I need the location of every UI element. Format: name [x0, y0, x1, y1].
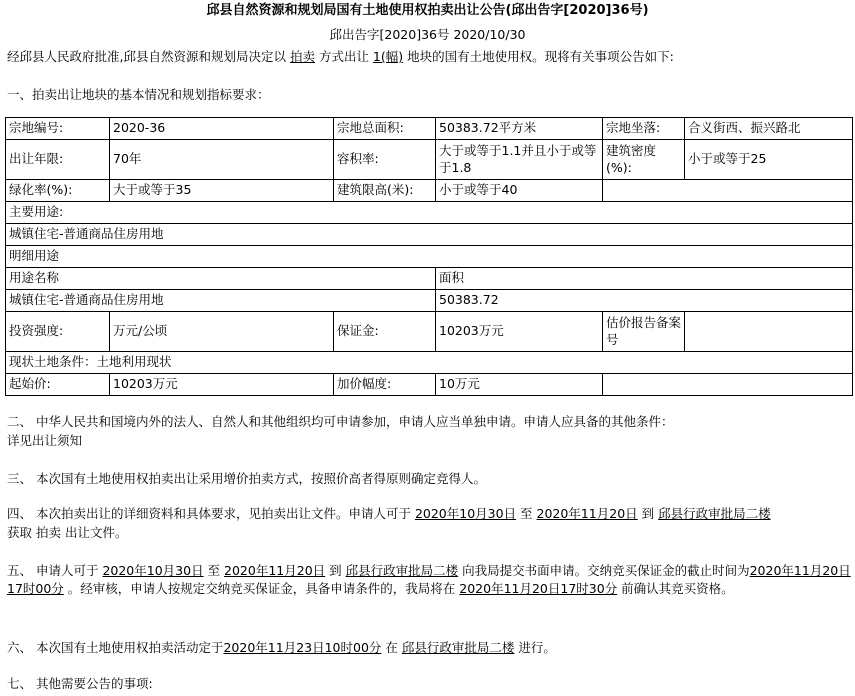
- area-value: 50383.72平方米: [436, 118, 603, 140]
- section-5: 五、 申请人可于 2020年10月30日 至 2020年11月20日 到 邱县行政审批局二楼 向我局提交书面申请。交纳竞买保证金的截止时间为2020年11月20日17时00分 。经审核，申请人按规定交纳竞买保证金，具备申请条件的，我局将在 2020年11月20日17时30分 前确认其竞买资格。: [7, 563, 851, 596]
- intro-paragraph: 经邱县人民政府批准,邱县自然资源和规划局决定以 拍卖 方式出让 1(幅) 地块的国有土地使用权。现将有关事项公告如下:: [7, 49, 674, 64]
- table-row: [6, 118, 853, 140]
- section-3: 三、 本次国有土地使用权拍卖出让采用增价拍卖方式，按照价高者得原则确定竞得人。: [7, 471, 486, 486]
- auction-time: 2020年11月23日10时00分: [223, 640, 382, 655]
- main-use-value: 城镇住宅-普通商品住房用地: [6, 224, 853, 246]
- parcel-count: 1(幅): [372, 49, 404, 64]
- start-price-label: 起始价:: [6, 374, 110, 396]
- start-price-value: 10203万元: [110, 374, 334, 396]
- term-value: 70年: [110, 140, 334, 180]
- invest-value: 万元/公顷: [110, 312, 334, 352]
- table-row: [6, 246, 853, 268]
- far-value: 大于或等于1.1并且小于或等于1.8: [436, 140, 603, 180]
- use-area-header: 面积: [436, 268, 853, 290]
- use-area-value: 50383.72: [436, 290, 853, 312]
- land-status: 现状土地条件：土地利用现状: [6, 352, 853, 374]
- auction-place: 邱县行政审批局二楼: [401, 640, 515, 655]
- valuation-value: [685, 312, 853, 352]
- green-label: 绿化率(%):: [6, 180, 110, 202]
- table-row: [6, 312, 853, 352]
- section4-start-date: 2020年10月30日: [414, 506, 517, 521]
- table-row: [6, 224, 853, 246]
- deposit-deadline: 2020年11月20日17时00分: [7, 563, 851, 596]
- main-use-label: 主要用途:: [6, 202, 853, 224]
- table-row: [6, 180, 853, 202]
- valuation-label: 估价报告备案号: [603, 312, 685, 352]
- use-name-header: 用途名称: [6, 268, 436, 290]
- table-row: [6, 268, 853, 290]
- table-row: [6, 352, 853, 374]
- detail-use-label: 明细用途: [6, 246, 853, 268]
- page-title: 邱县自然资源和规划局国有土地使用权拍卖出让公告(邱出告字[2020]36号): [206, 3, 649, 18]
- empty-cell: [603, 374, 853, 396]
- section5-start-date: 2020年10月30日: [102, 563, 204, 578]
- method-link: 拍卖: [289, 49, 315, 64]
- area-label: 宗地总面积:: [334, 118, 436, 140]
- increment-label: 加价幅度:: [334, 374, 436, 396]
- section4-end-date: 2020年11月20日: [536, 506, 638, 521]
- far-label: 容积率:: [334, 140, 436, 180]
- section-2: 二、 中华人民共和国境内外的法人、自然人和其他组织均可申请参加，申请人应当单独申请。申请人应具备的其他条件： 详见出让须知: [7, 414, 674, 448]
- term-label: 出让年限:: [6, 140, 110, 180]
- section-1-heading: 一、拍卖出让地块的基本情况和规划指标要求：: [7, 87, 270, 102]
- table-row: [6, 202, 853, 224]
- deposit-value: 10203万元: [436, 312, 603, 352]
- section5-end-date: 2020年11月20日: [224, 563, 326, 578]
- density-label: 建筑密度(%):: [603, 140, 685, 180]
- section-6: 六、 本次国有土地使用权拍卖活动定于2020年11月23日10时00分 在 邱县行政审批局二楼 进行。: [7, 640, 556, 655]
- height-value: 小于或等于40: [436, 180, 603, 202]
- table-row: [6, 290, 853, 312]
- parcel-no-label: 宗地编号:: [6, 118, 110, 140]
- parcel-no-value: 2020-36: [110, 118, 334, 140]
- green-value: 大于或等于35: [110, 180, 334, 202]
- section4-place: 邱县行政审批局二楼: [658, 506, 771, 521]
- use-name-value: 城镇住宅-普通商品住房用地: [6, 290, 436, 312]
- height-label: 建筑限高(米):: [334, 180, 436, 202]
- announcement-number: 邱出告字[2020]36号 2020/10/30: [329, 27, 526, 42]
- empty-cell: [603, 180, 853, 202]
- parcel-info-table: [5, 117, 853, 396]
- location-value: 合义街西、振兴路北: [685, 118, 853, 140]
- density-value: 小于或等于25: [685, 140, 853, 180]
- deposit-label: 保证金:: [334, 312, 436, 352]
- table-row: [6, 374, 853, 396]
- location-label: 宗地坐落:: [603, 118, 685, 140]
- increment-value: 10万元: [436, 374, 603, 396]
- table-row: [6, 140, 853, 180]
- section5-place: 邱县行政审批局二楼: [345, 563, 459, 578]
- section-4: 四、 本次拍卖出让的详细资料和具体要求，见拍卖出让文件。申请人可于 2020年10月30日 至 2020年11月20日 到 邱县行政审批局二楼 获取 拍卖 出让文件。: [7, 506, 771, 540]
- invest-label: 投资强度:: [6, 312, 110, 352]
- section-7: 七、 其他需要公告的事项:: [7, 676, 153, 691]
- qualification-time: 2020年11月20日17时30分: [459, 581, 618, 596]
